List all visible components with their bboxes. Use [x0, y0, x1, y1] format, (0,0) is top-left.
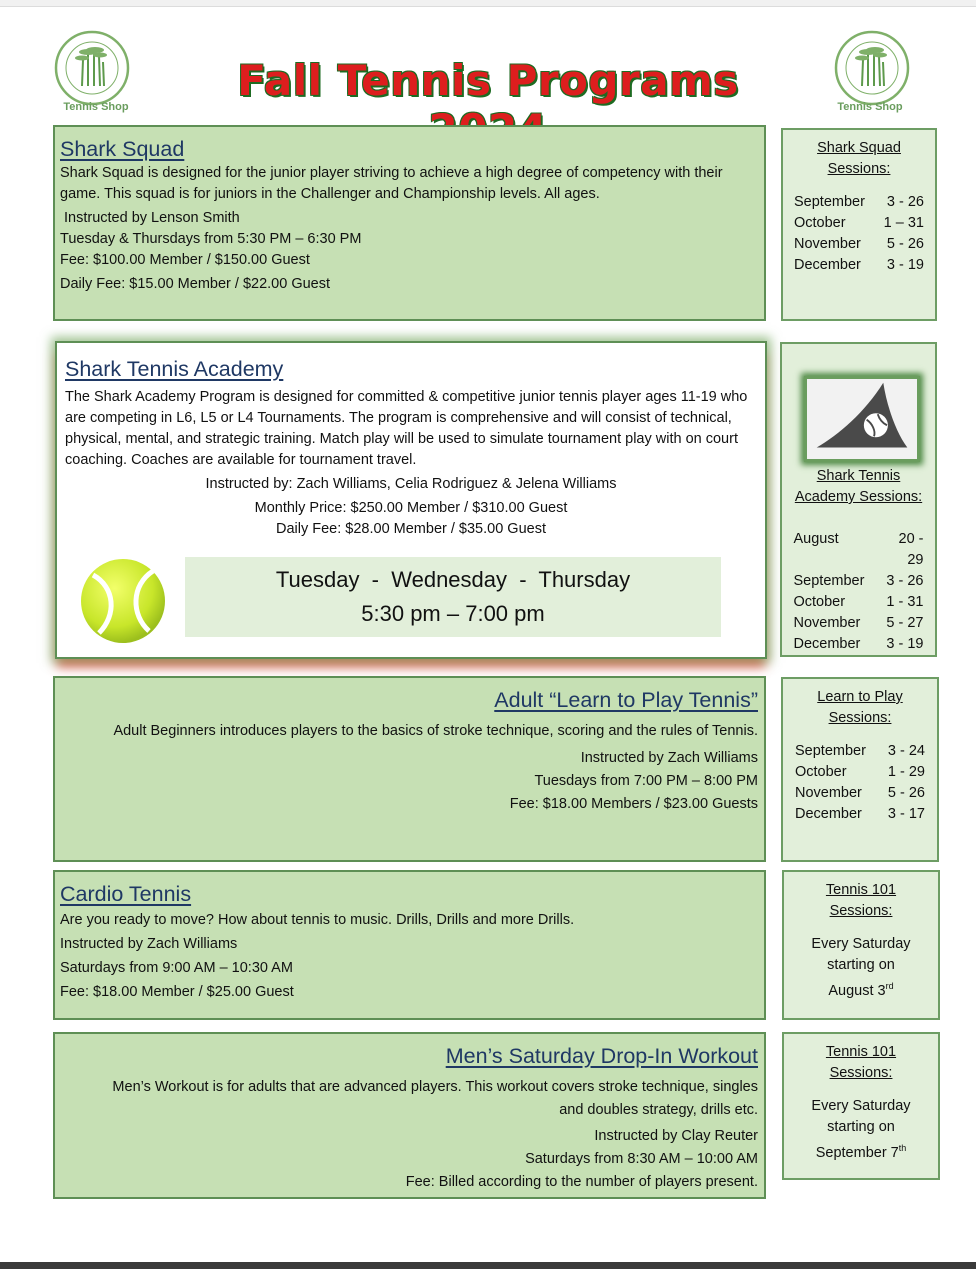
cardio-sessions-line3: August 3rd: [828, 981, 894, 999]
mens-sessions-line1: Every Saturday: [811, 1098, 911, 1114]
page-bottom-edge: [0, 1262, 976, 1269]
cardio-schedule: Saturdays from 9:00 AM – 10:30 AM: [60, 960, 293, 976]
shark-squad-fee: Fee: $100.00 Member / $150.00 Guest: [60, 252, 310, 268]
academy-box: [55, 341, 767, 659]
cardio-fee: Fee: $18.00 Member / $25.00 Guest: [60, 984, 294, 1000]
session-row: September 3 - 26: [794, 194, 924, 210]
page-title: Fall Tennis Programs: [237, 56, 739, 105]
adult-description: Adult Beginners introduces players to the basics of stroke technique, scoring and the rules of Tennis.: [113, 723, 758, 739]
session-row: August 20 - 29: [793, 531, 924, 568]
adult-box: [53, 676, 766, 862]
mens-box: [53, 1032, 766, 1199]
cardio-instructor: Instructed by Zach Williams: [60, 936, 238, 952]
session-row: September 3 - 26: [793, 573, 924, 589]
academy-sessions-title: Shark Tennis Academy Sessions:: [794, 468, 923, 505]
cardio-description: Are you ready to move? How about tennis to music. Drills, Drills and more Drills.: [60, 912, 575, 928]
cardio-sessions-line2: starting on: [827, 957, 895, 973]
academy-instructors: Instructed by: Zach Williams, Celia Rodriguez & Jelena Williams: [205, 476, 617, 492]
academy-monthly-price: Monthly Price: $250.00 Member / $310.00 Guest: [254, 500, 568, 516]
shark-fin-icon: [804, 376, 920, 462]
adult-schedule: Tuesdays from 7:00 PM – 8:00 PM: [534, 773, 758, 789]
session-row: December 3 - 19: [794, 257, 924, 273]
session-row: November 5 - 26: [795, 785, 925, 801]
adult-instructor: Instructed by Zach Williams: [580, 750, 758, 766]
shark-squad-schedule: Tuesday & Thursdays from 5:30 PM – 6:30 PM: [60, 231, 362, 247]
logo-caption-right: Tennis Shop: [837, 101, 903, 113]
session-row: November 5 - 27: [793, 615, 924, 631]
session-row: November 5 - 26: [794, 236, 924, 252]
session-row: December 3 - 17: [795, 806, 925, 822]
mens-description: Men’s Workout is for adults that are advanced players. This workout covers stroke technique, singles and doubles strategy, drills etc.: [112, 1079, 758, 1118]
academy-sessions: [780, 342, 937, 657]
session-row: October 1 - 31: [793, 594, 924, 610]
academy-schedule-banner: [185, 557, 721, 637]
adult-sessions-title: Learn to Play Sessions:: [817, 689, 903, 726]
shark-squad-description: Shark Squad is designed for the junior player striving to achieve a high degree of competency with their game. This squad is for juniors in the Challenger and Championship levels. All ages.: [60, 165, 723, 202]
cardio-sessions: [782, 870, 940, 1020]
mens-sessions-title: Tennis 101 Sessions:: [825, 1044, 897, 1081]
adult-sessions: [781, 677, 939, 862]
academy-daily-fee: Daily Fee: $28.00 Member / $35.00 Guest: [275, 521, 546, 537]
adult-heading: Adult “Learn to Play Tennis”: [494, 688, 758, 712]
session-row: October 1 - 29: [795, 764, 925, 780]
academy-time: 5:30 pm – 7:00 pm: [361, 601, 545, 626]
cardio-sessions-line1: Every Saturday: [811, 936, 911, 952]
shark-squad-box: [53, 125, 766, 321]
academy-heading: Shark Tennis Academy: [65, 357, 284, 381]
session-row: December 3 - 19: [793, 636, 924, 652]
session-row: October 1 – 31: [794, 215, 924, 231]
mens-fee: Fee: Billed according to the number of players present.: [405, 1174, 758, 1190]
academy-description: The Shark Academy Program is designed for committed & competitive junior tennis player ages 11-19 who are competing in L6, L5 or L4 Tournaments. The program is comprehensive and will consist of technical, physical, mental, and strategic training. Match play will be used to simulate tournament play with on court coaching. Coaches are available for tournament travel.: [65, 389, 748, 468]
mens-sessions-line3: September 7th: [815, 1143, 907, 1161]
mens-sessions-line2: starting on: [827, 1119, 895, 1135]
mens-heading: Men’s Saturday Drop-In Workout: [445, 1044, 758, 1068]
shark-squad-daily-fee: Daily Fee: $15.00 Member / $22.00 Guest: [60, 276, 331, 292]
cardio-box: [53, 870, 766, 1020]
shark-squad-sessions-title: Shark Squad Sessions:: [817, 140, 901, 177]
shark-squad-heading: Shark Squad: [60, 137, 185, 161]
mens-schedule: Saturdays from 8:30 AM – 10:00 AM: [525, 1151, 758, 1167]
mens-sessions: [782, 1032, 940, 1180]
logo-caption-left: Tennis Shop: [63, 101, 129, 113]
academy-days: Tuesday - Wednesday - Thursday: [275, 567, 631, 592]
adult-fee: Fee: $18.00 Members / $23.00 Guests: [509, 796, 758, 812]
tennis-ball-icon: [75, 553, 171, 649]
page-top-edge: [0, 0, 976, 7]
shark-squad-sessions: [781, 128, 937, 321]
shark-squad-instructor: Instructed by Lenson Smith: [64, 210, 240, 226]
cardio-sessions-title: Tennis 101 Sessions:: [825, 882, 897, 919]
mens-instructor: Instructed by Clay Reuter: [594, 1128, 758, 1144]
cardio-heading: Cardio Tennis: [60, 882, 192, 906]
session-row: September 3 - 24: [795, 743, 925, 759]
